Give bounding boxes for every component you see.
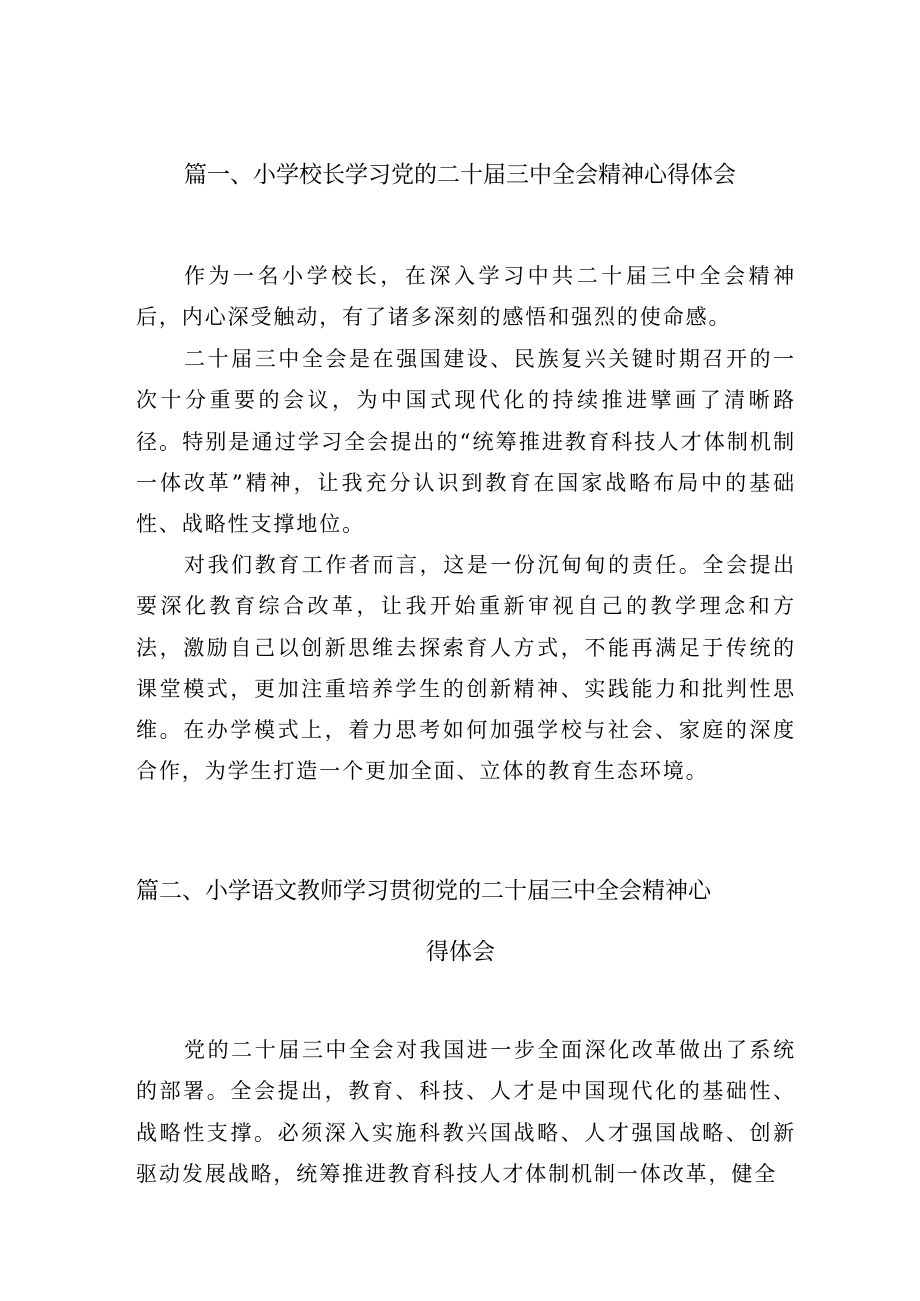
section2-paragraph-1: 党的二十届三中全会对我国进一步全面深化改革做出了系统的部署。全会提出，教育、科技、人才是中国现代化的基础性、战略性支撑。必须深入实施科教兴国战略、人才强国战略、创新驱动发展战略，统筹推进教育科技人才体制机制一体改革，健全 xyxy=(136,1038,796,1186)
section1-paragraph-1: 作为一名小学校长，在深入学习中共二十届三中全会精神后，内心深受触动，有了诸多深刻的感悟和强烈的使命感。 xyxy=(136,264,796,330)
section2-title-line1: 篇二、小学语文教师学习贯彻党的二十届三中全会精神心 xyxy=(136,878,711,904)
section1-title: 篇一、小学校长学习党的二十届三中全会精神心得体会 xyxy=(184,162,736,188)
section2-title-line2: 得体会 xyxy=(426,939,495,965)
section1-paragraph-2: 二十届三中全会是在强国建设、民族复兴关键时期召开的一次十分重要的会议，为中国式现代化的持续推进擘画了清晰路径。特别是通过学习全会提出的“统筹推进教育科技人才体制机制一体改革”精神，让我充分认识到教育在国家战略布局中的基础性、战略性支撑地位。 xyxy=(136,347,796,537)
section1-paragraph-3: 对我们教育工作者而言，这是一份沉甸甸的责任。全会提出要深化教育综合改革，让我开始重新审视自己的教学理念和方法，激励自己以创新思维去探索育人方式，不能再满足于传统的课堂模式，更加注重培养学生的创新精神、实践能力和批判性思维。在办学模式上，着力思考如何加强学校与社会、家庭的深度合作，为学生打造一个更加全面、立体的教育生态环境。 xyxy=(136,553,796,784)
